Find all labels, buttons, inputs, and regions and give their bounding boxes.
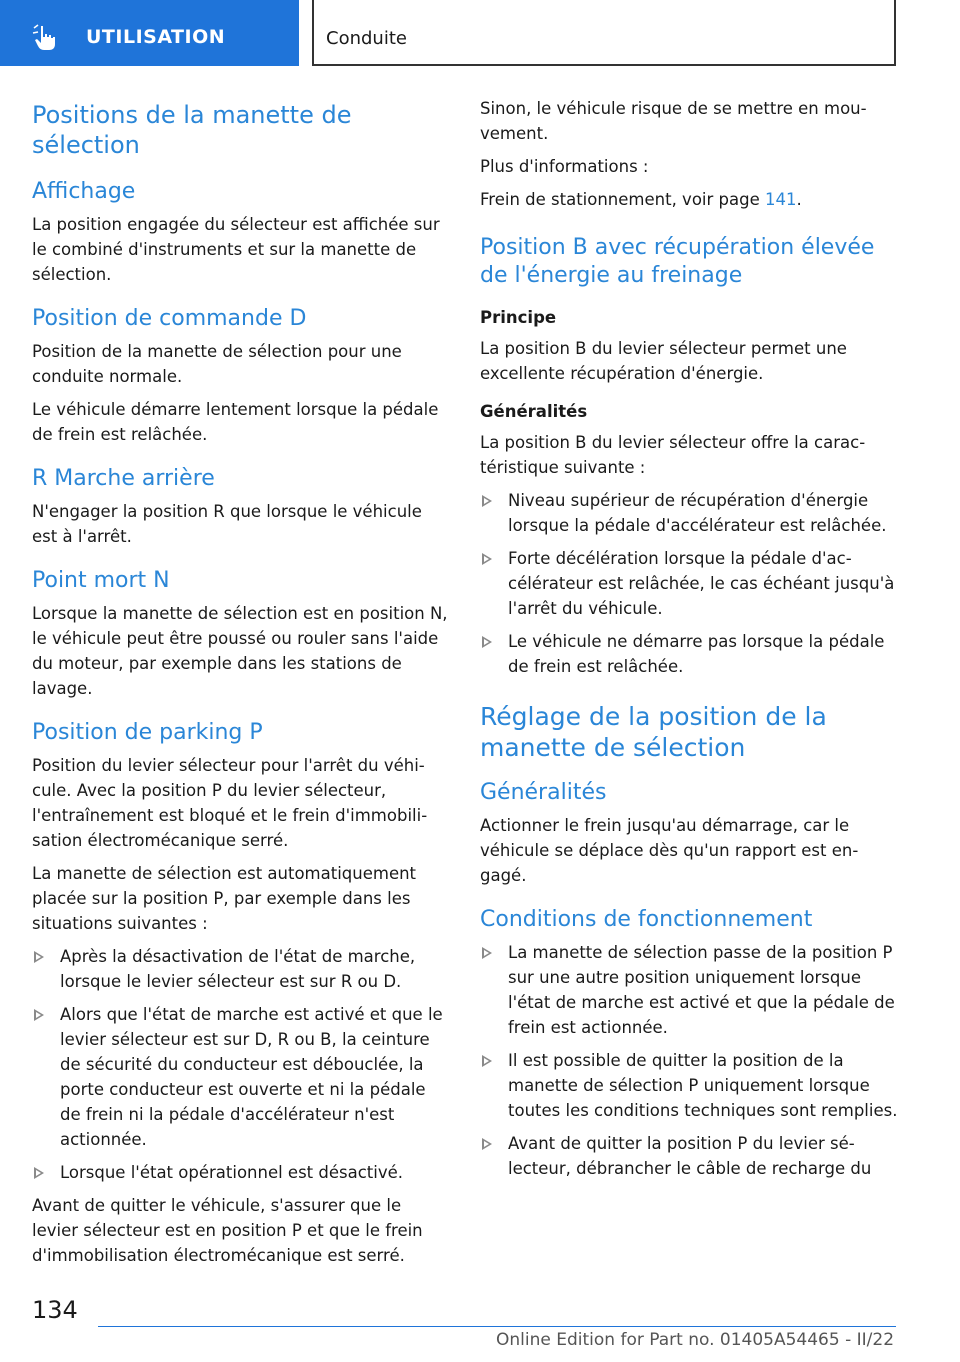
triangle-bullet-icon [34,951,44,963]
text-continued-3: Frein de stationnement, voir page 141. [480,190,802,209]
page-number: 134 [32,1296,78,1324]
heading-position-p: Position de parking P [32,720,263,745]
heading-position-b: Position B avec récupération élevée de l'énergie au freinage [480,235,875,288]
list-item: La manette de sélection passe de la position P sur une autre position uniquement lorsque l'état de marche est activé et que la pédale de frein est actionnée. [480,940,898,1040]
section-title-reglage: Réglage de la position de la manette de sélection [480,702,827,762]
text-position-r: N'engager la position R que lorsque le véhicule est à l'arrêt. [32,502,422,546]
list-item: Forte décélération lorsque la pédale d'accélérateur est relâchée, le cas échéant jusqu'à l'arrêt du véhicule. [480,546,898,621]
text-position-p-2: La manette de sélection est automatiquement placée sur la position P, par exemple dans les situations suivantes : [32,864,417,933]
heading-position-n: Point mort N [32,568,170,593]
heading-generalites-b: Généralités [480,402,588,421]
page-header [0,0,960,66]
triangle-bullet-icon [482,1055,492,1067]
list-item: Il est possible de quitter la position de la manette de sélection P uniquement lorsque toutes les conditions techniques sont remplies. [480,1048,898,1123]
heading-principe: Principe [480,308,557,327]
list-item: Le véhicule ne démarre pas lorsque la pédale de frein est relâchée. [480,629,898,679]
list-item: Alors que l'état de marche est activé et que le levier sélecteur est sur D, R ou B, la ceinture de sécurité du conducteur est débouclée, la porte conducteur est ouverte et ni la pédale de frein ni la pédale d'accélérateur n'est actionnée. [32,1002,450,1152]
section-tab [0,0,299,66]
triangle-bullet-icon [34,1009,44,1021]
text-position-n: Lorsque la manette de sélection est en position N, le véhicule peut être poussé ou rouler sans l'aide du moteur, par exemple dans les stations de lavage. [32,604,448,698]
triangle-bullet-icon [34,1167,44,1179]
right-column [480,96,898,1189]
footer-edition: Online Edition for Part no. 01405A54465 - II/22 [496,1330,895,1350]
list-item: Après la désactivation de l'état de marche, lorsque le levier sélecteur est sur R ou D. [32,944,450,994]
text-affichage: La position engagée du sélecteur est affichée sur le combiné d'instruments et sur la manette de sélection. [32,215,440,284]
triangle-bullet-icon [482,495,492,507]
page-link[interactable]: 141 [764,190,797,209]
section-title: UTILISATION [86,26,226,48]
list-item: Avant de quitter la position P du levier sélecteur, débrancher le câble de recharge du [480,1131,898,1181]
section-title-positions: Positions de la manette de sélection [32,101,352,159]
triangle-bullet-icon [482,553,492,565]
list-conditions [480,940,898,1181]
text-position-p-1: Position du levier sélecteur pour l'arrêt du véhicule. Avec la position P du levier sélecteur, l'entraînement est bloqué et le frein d'immobilisation électromécanique serré. [32,756,428,850]
footer-divider [98,1326,896,1327]
left-column [32,96,450,1276]
text-continued-1: Sinon, le véhicule risque de se mettre en mouvement. [480,99,867,143]
text-generalites-reglage: Actionner le frein jusqu'au démarrage, car le véhicule se déplace dès qu'un rapport est engagé. [480,816,859,885]
list-position-b [480,488,898,679]
list-item: Lorsque l'état opérationnel est désactivé. [32,1160,450,1185]
hand-pointing-icon [32,24,60,52]
heading-conditions: Conditions de fonctionnement [480,907,813,932]
text-principe: La position B du levier sélecteur permet une excellente récupération d'énergie. [480,339,847,383]
triangle-bullet-icon [482,1138,492,1150]
text-continued-2: Plus d'informations : [480,157,649,176]
heading-affichage: Affichage [32,179,136,204]
text-position-p-3: Avant de quitter le véhicule, s'assurer que le levier sélecteur est en position P et que le frein d'immobilisation électromécanique est serré. [32,1196,423,1265]
heading-position-r: R Marche arrière [32,466,215,491]
heading-position-d: Position de commande D [32,306,307,331]
list-position-p [32,944,450,1185]
triangle-bullet-icon [482,636,492,648]
text-generalites-b: La position B du levier sélecteur offre la caractéristique suivante : [480,433,866,477]
text-position-d-1: Position de la manette de sélection pour une conduite normale. [32,342,402,386]
list-item: Niveau supérieur de récupération d'énergie lorsque la pédale d'accélérateur est relâchée. [480,488,898,538]
chapter-title: Conduite [326,28,407,49]
heading-generalites-reglage: Généralités [480,780,607,805]
triangle-bullet-icon [482,947,492,959]
text-position-d-2: Le véhicule démarre lentement lorsque la pédale de frein est relâchée. [32,400,439,444]
